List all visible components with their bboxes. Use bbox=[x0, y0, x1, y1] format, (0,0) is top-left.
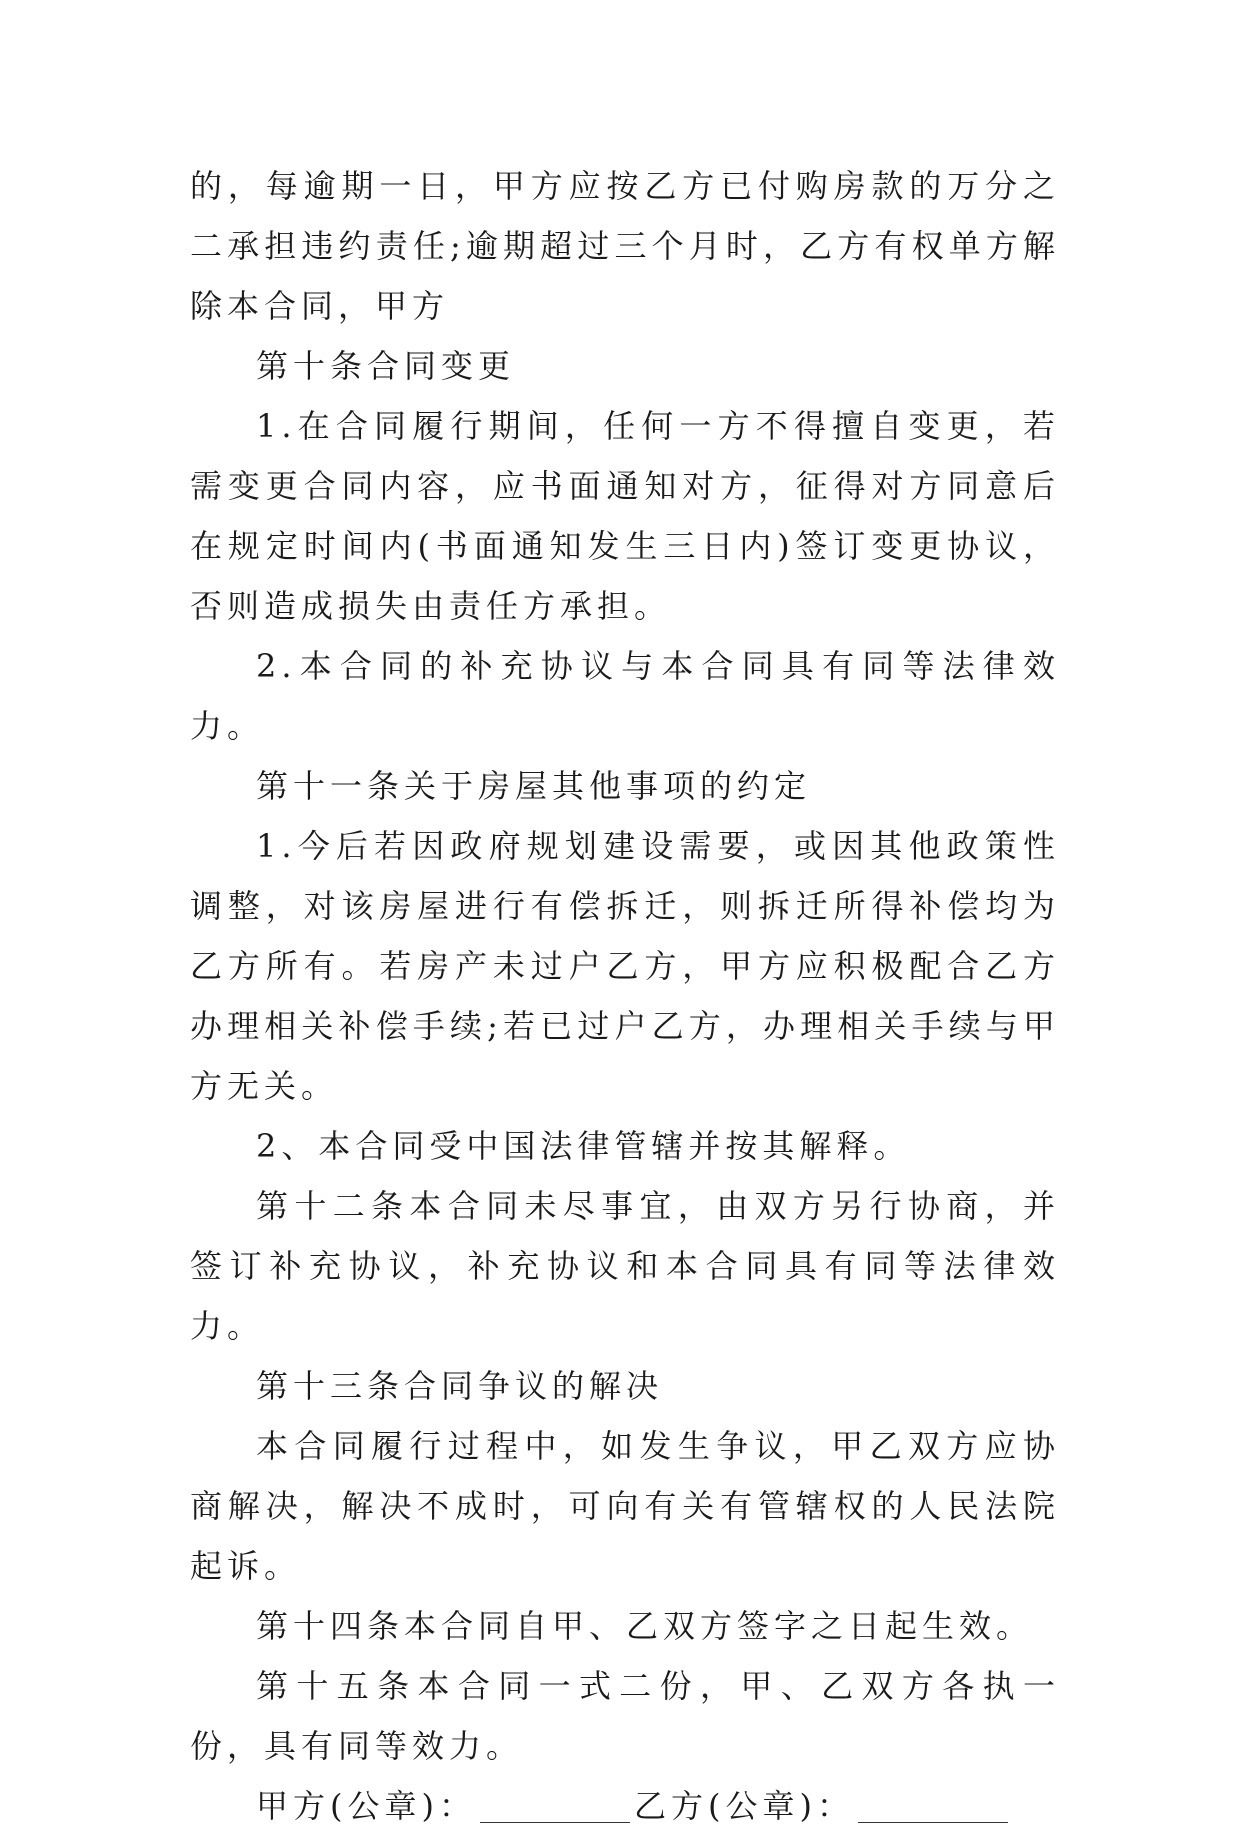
article-10-item-1: 1.在合同履行期间，任何一方不得擅自变更，若需变更合同内容，应书面通知对方，征得对方同意后在规定时间内(书面通知发生三日内)签订变更协议，否则造成损失由责任方承担。 bbox=[190, 407, 1060, 625]
article-11-item-1: 1.今后若因政府规划建设需要，或因其他政策性调整，对该房屋进行有偿拆迁，则拆迁所得补偿均为乙方所有。若房产未过户乙方，甲方应积极配合乙方办理相关补偿手续;若已过户乙方，办理相关手续与甲方无关。 bbox=[190, 827, 1060, 1105]
paragraph-1: 的，每逾期一日，甲方应按乙方已付购房款的万分之二承担违约责任;逾期超过三个月时，乙方有权单方解除本合同，甲方 bbox=[190, 167, 1060, 325]
party-a-seal-label: 甲方(公章)： bbox=[256, 1787, 476, 1825]
article-12: 第十二条本合同未尽事宜，由双方另行协商，并签订补充协议，补充协议和本合同具有同等法律效力。 bbox=[190, 1187, 1060, 1345]
article-13-body: 本合同履行过程中，如发生争议，甲乙双方应协商解决，解决不成时，可向有关有管辖权的人民法院起诉。 bbox=[190, 1427, 1060, 1585]
signature-line bbox=[190, 1776, 1060, 1836]
article-15: 第十五条本合同一式二份，甲、乙双方各执一份，具有同等效力。 bbox=[190, 1667, 1060, 1765]
article-10-item-2: 2.本合同的补充协议与本合同具有同等法律效力。 bbox=[190, 647, 1060, 745]
article-10-heading: 第十条合同变更 bbox=[256, 347, 516, 385]
article-14: 第十四条本合同自甲、乙双方签字之日起生效。 bbox=[256, 1607, 1034, 1645]
article-13-heading: 第十三条合同争议的解决 bbox=[256, 1367, 664, 1405]
party-b-signature-blank bbox=[858, 1790, 1008, 1823]
article-11-item-2: 2、本合同受中国法律管辖并按其解释。 bbox=[256, 1127, 911, 1165]
document-body bbox=[190, 156, 1060, 1836]
party-b-seal-label: 乙方(公章)： bbox=[633, 1787, 854, 1825]
article-11-heading: 第十一条关于房屋其他事项的约定 bbox=[256, 767, 812, 805]
party-a-signature-blank bbox=[480, 1790, 630, 1823]
